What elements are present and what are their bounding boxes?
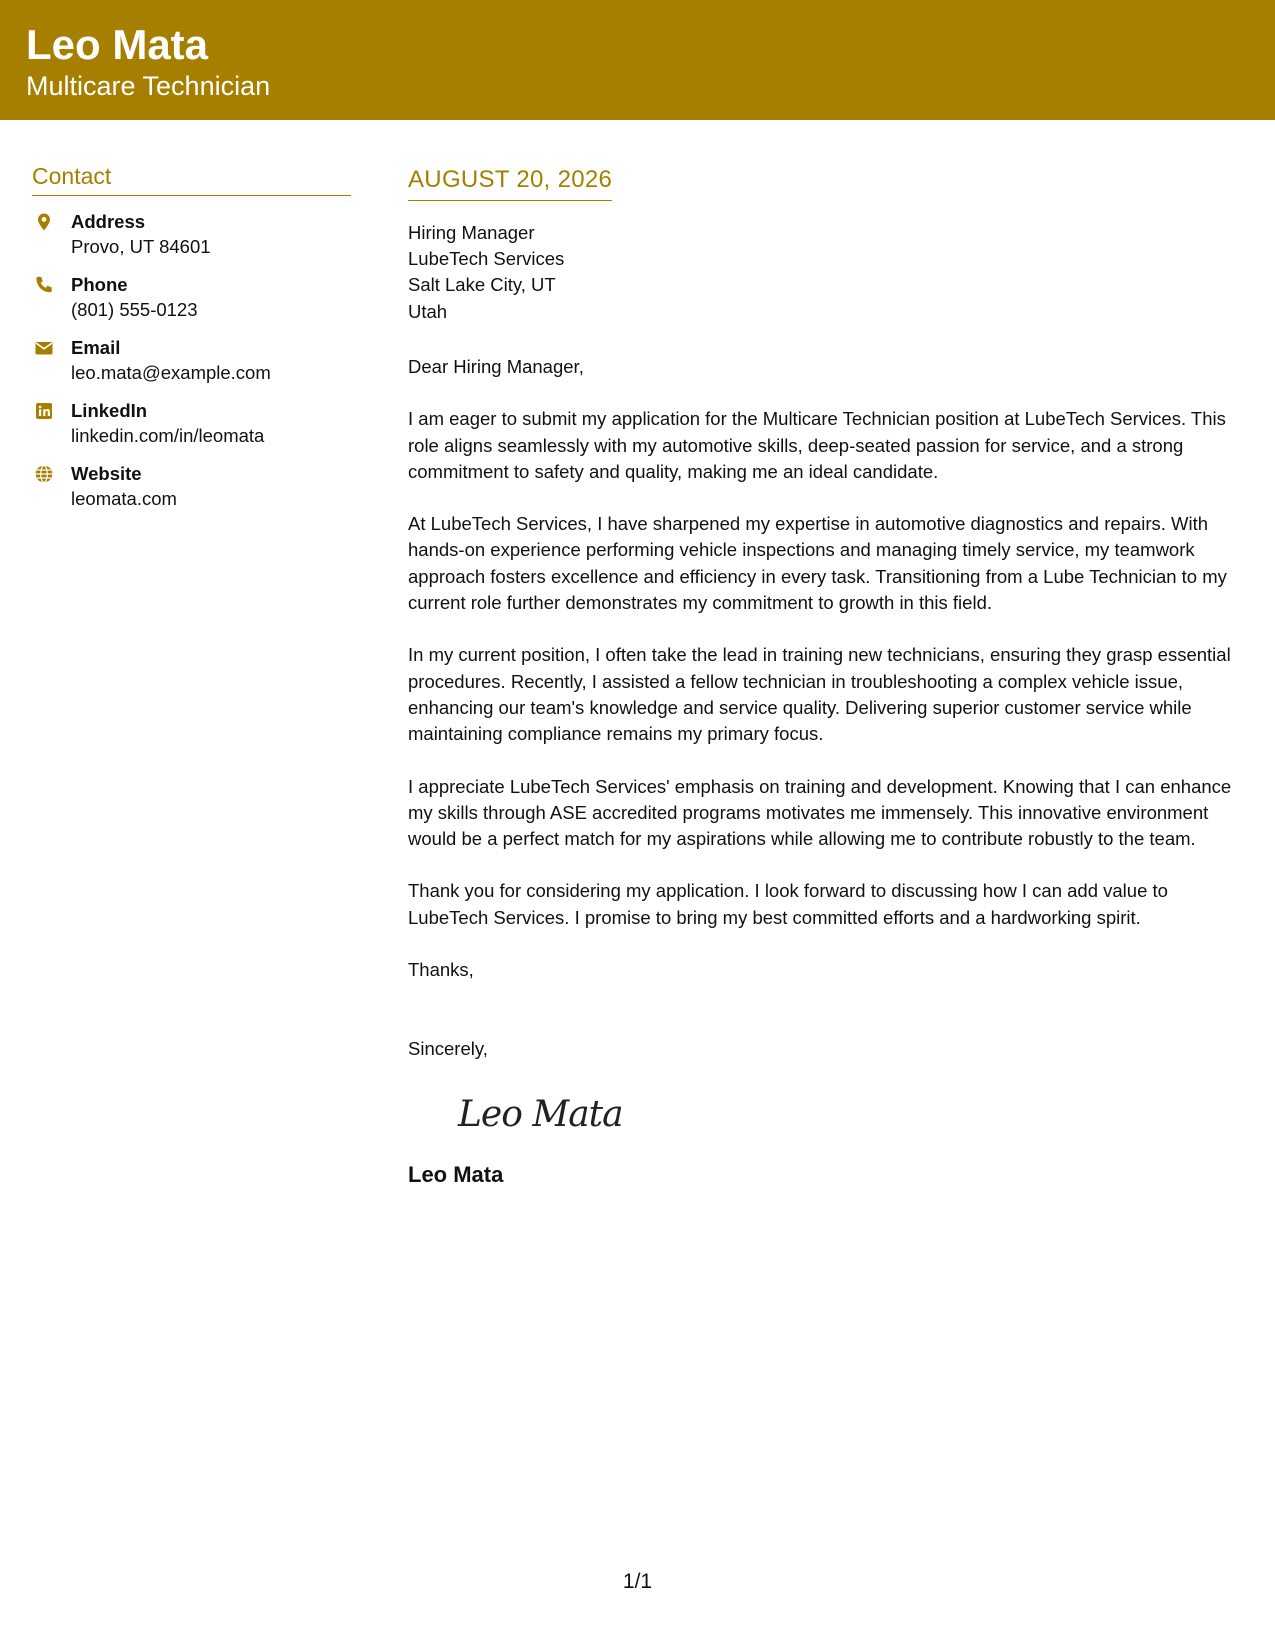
- map-pin-icon: [34, 212, 54, 232]
- page-number: 1/1: [622, 1570, 653, 1593]
- phone-icon: [34, 275, 54, 295]
- contact-item-address: [32, 209, 351, 259]
- signoff: Sincerely,: [408, 1038, 488, 1060]
- letter-date: AUGUST 20, 2026: [408, 166, 612, 201]
- salutation: Dear Hiring Manager,: [408, 355, 584, 377]
- contact-item-email: [32, 335, 351, 385]
- recipient-line: Salt Lake City, UT: [408, 274, 556, 296]
- letter-paragraph: At LubeTech Services, I have sharpened my expertise in automotive diagnostics and repairs. With hands-on experience performing vehicle inspections and managing timely service, my teamwork approach fosters excellence and efficiency in every task. Transitioning from a Lube Technician to my current role further demonstrates my commitment to growth in this field.: [408, 513, 1227, 614]
- closing: Thanks,: [408, 959, 474, 981]
- contact-label: Phone: [71, 273, 128, 295]
- contact-label: Website: [71, 462, 142, 484]
- signature-text: Leo Mata: [458, 1093, 623, 1135]
- contact-label: Address: [71, 210, 146, 232]
- header-banner: [0, 0, 1275, 120]
- recipient-line: Hiring Manager: [408, 221, 535, 243]
- contact-item-website: [32, 461, 351, 511]
- letter-paragraph: Thank you for considering my application. I look forward to discussing how I can add value to LubeTech Services. I promise to bring my best committed efforts and a hardworking spirit.: [408, 880, 1168, 928]
- contact-value: leo.mata@example.com: [71, 361, 271, 383]
- letter-paragraph: In my current position, I often take the lead in training new technicians, ensuring they grasp essential procedures. Recently, I assisted a fellow technician in troubleshooting a complex vehicle issue, enhancing our team's knowledge and service quality. Delivering superior customer service while maintaining compliance remains my primary focus.: [408, 644, 1231, 745]
- contact-value: linkedin.com/in/leomata: [71, 424, 265, 446]
- globe-icon: [34, 464, 54, 484]
- letter-paragraph: I appreciate LubeTech Services' emphasis on training and development. Knowing that I can enhance my skills through ASE accredited programs motivates me immensely. This innovative environment would be a perfect match for my aspirations while allowing me to contribute robustly to the team.: [408, 775, 1232, 850]
- recipient-line: LubeTech Services: [408, 248, 565, 270]
- contact-item-linkedin: [32, 398, 351, 448]
- contact-item-phone: [32, 272, 351, 322]
- contact-label: Email: [71, 336, 121, 358]
- applicant-job-title: Multicare Technician: [26, 71, 271, 101]
- envelope-icon: [34, 338, 54, 358]
- letter-body: [408, 166, 1253, 1189]
- applicant-name: Leo Mata: [26, 21, 209, 68]
- linkedin-icon: [34, 401, 54, 421]
- contact-value: Provo, UT 84601: [71, 235, 211, 257]
- letter-paragraph: I am eager to submit my application for the Multicare Technician position at LubeTech Services. This role aligns seamlessly with my automotive skills, deep-seated passion for service, and a strong commitment to safety and quality, making me an ideal candidate.: [408, 408, 1226, 482]
- contact-label: LinkedIn: [71, 399, 148, 421]
- contact-sidebar: [32, 163, 351, 511]
- contact-value: (801) 555-0123: [71, 298, 198, 320]
- handwritten-signature: [458, 1085, 1253, 1145]
- contact-value: leomata.com: [71, 487, 177, 509]
- recipient-block: [408, 220, 1253, 325]
- recipient-line: Utah: [408, 300, 448, 322]
- contact-heading: Contact: [32, 163, 351, 196]
- signer-name: Leo Mata: [408, 1161, 504, 1187]
